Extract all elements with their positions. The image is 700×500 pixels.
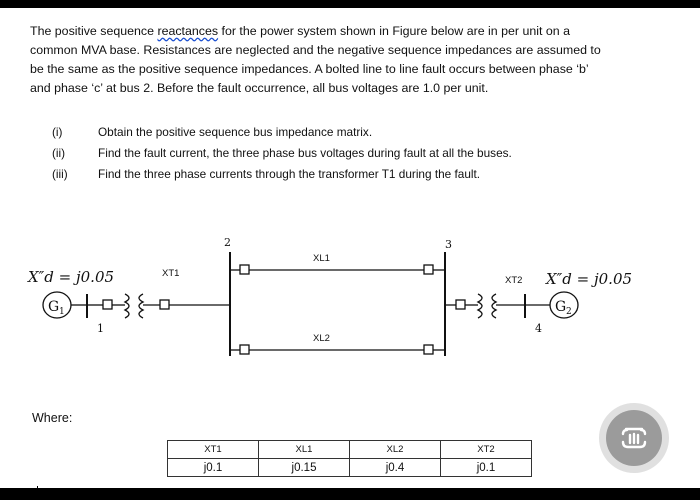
task-number: (ii) — [52, 146, 66, 160]
power-system-diagram — [0, 226, 700, 376]
g1-subscript: 1 — [59, 307, 65, 317]
problem-line-1 — [30, 22, 670, 41]
transformer-t1 — [125, 294, 143, 318]
xl1-label: XL1 — [313, 253, 330, 264]
task-list — [52, 122, 512, 185]
g1-reactance-label: X″d = j0.05 — [28, 268, 115, 286]
breaker — [424, 345, 433, 354]
problem-line-2: common MVA base. Resistances are neglected and the negative sequence impedances are assumed to — [30, 43, 601, 57]
table-header-cell: XL2 — [350, 441, 441, 459]
xt1-label: XT1 — [162, 268, 180, 279]
breaker — [240, 265, 249, 274]
reading-mode-button[interactable] — [599, 403, 669, 473]
breaker — [160, 300, 169, 309]
breaker — [103, 300, 112, 309]
problem-line-1-start: The positive sequence — [30, 24, 154, 38]
breaker — [424, 265, 433, 274]
generator-g2 — [550, 292, 578, 318]
problem-line-4: and phase ‘c’ at bus 2. Before the fault occurrence, all bus voltages are 1.0 per unit. — [30, 81, 489, 95]
breaker — [240, 345, 249, 354]
table-cell: j0.1 — [441, 459, 532, 477]
xt2-label: XT2 — [505, 275, 523, 286]
problem-statement — [30, 22, 670, 98]
bus-4-label: 4 — [535, 322, 542, 335]
table-row — [168, 459, 532, 477]
transformer-t2 — [478, 294, 496, 318]
generator-g1 — [43, 292, 71, 318]
task-item — [52, 143, 512, 164]
task-text: Find the fault current, the three phase bus voltages during fault at all the buses. — [98, 146, 512, 160]
task-item — [52, 164, 512, 185]
breaker — [456, 300, 465, 309]
table-header-row — [168, 441, 532, 459]
table-cell: j0.15 — [259, 459, 350, 477]
table-header-cell: XT2 — [441, 441, 532, 459]
spellcheck-word: reactances — [157, 24, 219, 38]
bus-3-label: 3 — [445, 238, 452, 251]
reading-mode-button-inner — [606, 410, 662, 466]
bus-1-label: 1 — [97, 322, 104, 335]
where-label: Where: — [32, 411, 73, 425]
task-text: Find the three phase currents through the transformer T1 during the fault. — [98, 167, 481, 181]
table-cell: j0.1 — [168, 459, 259, 477]
table-cell: j0.4 — [350, 459, 441, 477]
document-page — [0, 8, 700, 488]
problem-line-1-end: for the power system shown in Figure below are in per unit on a — [221, 24, 571, 38]
bottom-bar — [0, 488, 700, 500]
task-number: (iii) — [52, 167, 68, 181]
table-header-cell: XT1 — [168, 441, 259, 459]
task-item — [52, 122, 512, 143]
xl2-label: XL2 — [313, 333, 330, 344]
reading-mode-icon — [617, 421, 651, 455]
table-header-cell: XL1 — [259, 441, 350, 459]
task-number: (i) — [52, 125, 63, 139]
g1-label: G — [48, 299, 60, 315]
task-text: Obtain the positive sequence bus impedance matrix. — [98, 125, 373, 139]
problem-line-3: be the same as the positive sequence impedances. A bolted line to line fault occurs between phase ‘b’ — [30, 62, 589, 76]
g2-label: G — [555, 299, 567, 315]
g2-reactance-label: X″d = j0.05 — [546, 270, 633, 288]
g2-subscript: 2 — [566, 307, 572, 317]
bus-2-label: 2 — [224, 236, 231, 249]
reactance-table — [167, 440, 532, 477]
